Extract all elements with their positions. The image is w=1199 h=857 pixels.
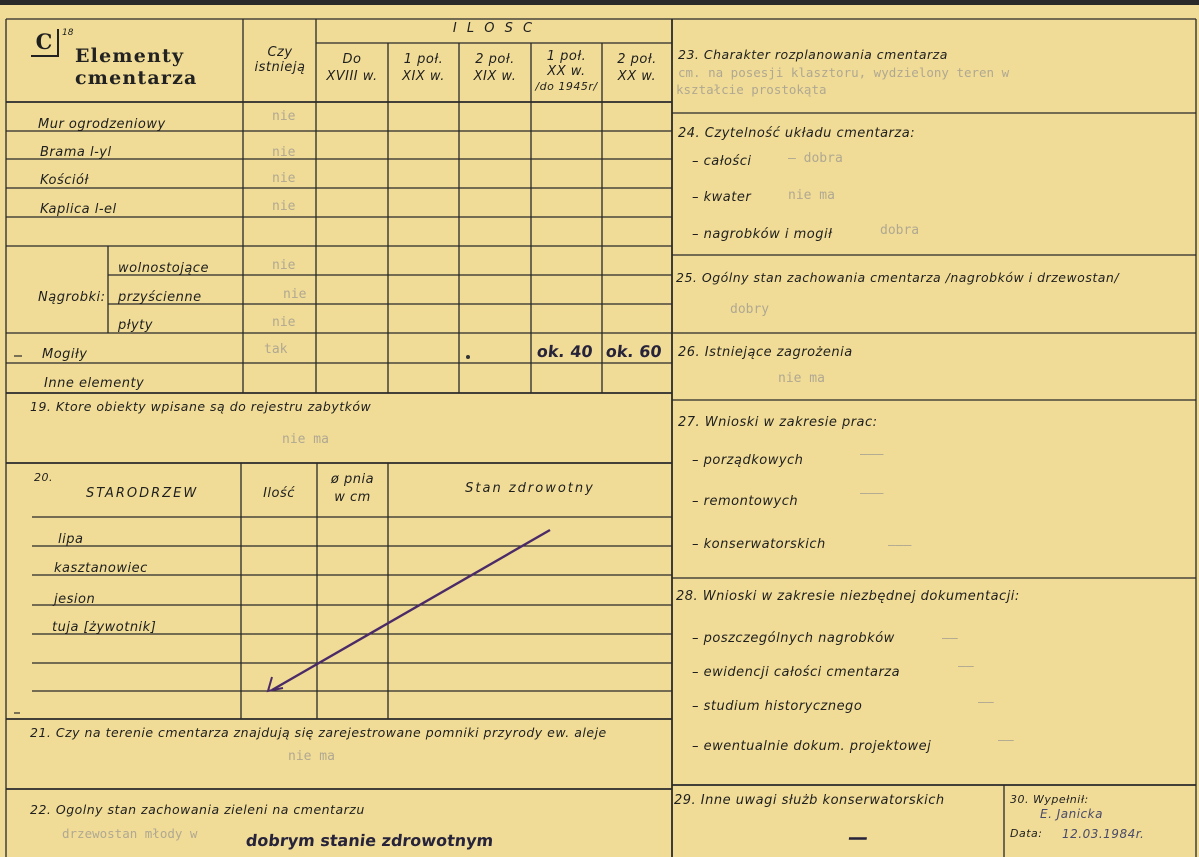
value-przyscienne-exists: nie xyxy=(283,287,307,302)
q28-item-1-value: –– xyxy=(942,631,958,646)
col-exists-header: Czy istnieją xyxy=(254,45,306,75)
q26-label: 26. Istniejące zagrożenia xyxy=(678,345,853,360)
q28-item-2-value: –– xyxy=(958,659,974,674)
q24-item-3-label: – nagrobków i mogił xyxy=(692,227,833,242)
q27-item-3-value: ––– xyxy=(888,538,912,553)
q23-line-1: cm. na posesji klasztoru, wydzielony teren w xyxy=(678,65,1010,80)
q30-date: 12.03.1984r. xyxy=(1062,827,1145,841)
value-kosciol-exists: nie xyxy=(272,171,296,186)
row-label-wolnostojace: wolnostojące xyxy=(118,261,209,276)
period-col-4: 1 poł. XX w. /do 1945r/ xyxy=(535,49,598,93)
section-title xyxy=(75,45,198,89)
row-label-inne: Inne elementy xyxy=(44,376,145,391)
q22-label: 22. Ogolny stan zachowania zieleni na cmentarzu xyxy=(30,802,365,817)
q24-item-2-value: nie ma xyxy=(788,188,835,203)
q20-label: STARODRZEW xyxy=(86,486,199,501)
ilosc-header: I L O S C xyxy=(452,21,536,36)
row-label-kaplica: Kaplica l-el xyxy=(40,202,117,217)
q30-date-label: Data: xyxy=(1010,827,1043,840)
value-kaplica-exists: nie xyxy=(272,199,296,214)
q24-item-3-value: dobra xyxy=(880,223,920,238)
row-label-mur: Mur ogrodzeniowy xyxy=(38,117,166,132)
q27-item-1-value: ––– xyxy=(860,447,884,462)
value-mogily-exists: tak xyxy=(264,342,288,357)
section-sup: 18 xyxy=(62,28,74,38)
q23-line-2: kształcie prostokąta xyxy=(676,82,827,97)
tree-row-3: jesion xyxy=(54,592,96,607)
title-line-1: Elementy xyxy=(75,45,185,67)
title-line-2: cmentarza xyxy=(75,67,198,89)
q27-item-3-label: – konserwatorskich xyxy=(692,537,826,552)
q30-name: E. Janicka xyxy=(1040,807,1103,821)
q28-item-2-label: – ewidencji całości cmentarza xyxy=(692,665,901,680)
row-label-mogily: Mogiły xyxy=(42,347,88,362)
q28-item-3-label: – studium historycznego xyxy=(692,699,863,714)
q20-col-health: Stan zdrowotny xyxy=(465,481,595,496)
q28-item-3-value: –– xyxy=(978,695,994,710)
q27-item-2-label: – remontowych xyxy=(692,494,799,509)
q25-label: 25. Ogólny stan zachowania cmentarza /nagrobków i drzewostan/ xyxy=(676,270,1120,285)
ink-dot xyxy=(466,355,470,359)
q28-item-4-label: – ewentualnie dokum. projektowej xyxy=(692,739,932,754)
q28-item-4-value: –– xyxy=(998,733,1014,748)
period-col-2: 1 poł. XIX w. xyxy=(402,52,445,84)
q27-label: 27. Wnioski w zakresie prac: xyxy=(678,415,878,430)
value-brama-exists: nie xyxy=(272,145,296,160)
q25-value: dobry xyxy=(730,302,770,317)
tree-row-2: kasztanowiec xyxy=(54,561,148,576)
period-col-3: 2 poł. XIX w. xyxy=(473,52,517,84)
row-label-kosciol: Kościół xyxy=(40,173,89,188)
q28-label: 28. Wnioski w zakresie niezbędnej dokumentacji: xyxy=(676,589,1020,604)
value-mogily-1945: ok. 40 xyxy=(536,342,594,361)
q27-item-1-label: – porządkowych xyxy=(692,453,804,468)
row-label-nagrobki: Nągrobki: xyxy=(38,290,106,305)
q19-value: nie ma xyxy=(282,432,329,447)
row-label-plyty: płyty xyxy=(118,318,153,333)
q24-label: 24. Czytelność układu cmentarza: xyxy=(678,126,916,141)
q20-col-diam: ø pnia w cm xyxy=(330,472,375,505)
q29-hand: — xyxy=(846,825,870,849)
q22-hand: dobrym stanie zdrowotnym xyxy=(245,831,495,850)
q29-label: 29. Inne uwagi służb konserwatorskich xyxy=(674,793,945,808)
period-col-1: Do XVIII w. xyxy=(326,52,378,84)
tree-row-1: lipa xyxy=(58,532,84,547)
q21-value: nie ma xyxy=(288,749,335,764)
q30-label: 30. Wypełnił: xyxy=(1010,793,1089,806)
q19-label: 19. Ktore obiekty wpisane są do rejestru zabytków xyxy=(30,399,372,414)
q21-label: 21. Czy na terenie cmentarza znajdują się zarejestrowane pomniki przyrody ew. aleje xyxy=(30,725,607,740)
q24-item-1-value: – dobra xyxy=(788,151,843,166)
period-col-5: 2 poł. XX w. xyxy=(617,52,657,84)
q20-num: 20. xyxy=(34,471,53,484)
inventory-card xyxy=(0,5,1199,857)
q24-item-1-label: – całości xyxy=(692,154,752,169)
row-label-przyscienne: przyścienne xyxy=(118,290,202,305)
value-wolnostojace-exists: nie xyxy=(272,258,296,273)
row-label-brama: Brama l-yl xyxy=(40,145,112,160)
q24-item-2-label: – kwater xyxy=(692,190,752,205)
value-mogily-2xx: ok. 60 xyxy=(605,342,663,361)
value-plyty-exists: nie xyxy=(272,315,296,330)
q20-col-qty: Ilość xyxy=(263,486,295,501)
q28-item-1-label: – poszczególnych nagrobków xyxy=(692,631,895,646)
value-mur-exists: nie xyxy=(272,109,296,124)
q23-label: 23. Charakter rozplanowania cmentarza xyxy=(678,47,948,62)
section-letter: C xyxy=(31,29,59,57)
crossout-line xyxy=(272,530,550,690)
q22-typed: drzewostan młody w xyxy=(62,826,198,841)
q26-value: nie ma xyxy=(778,371,825,386)
q27-item-2-value: ––– xyxy=(860,486,884,501)
tree-row-4: tuja [żywotnik] xyxy=(52,620,157,635)
